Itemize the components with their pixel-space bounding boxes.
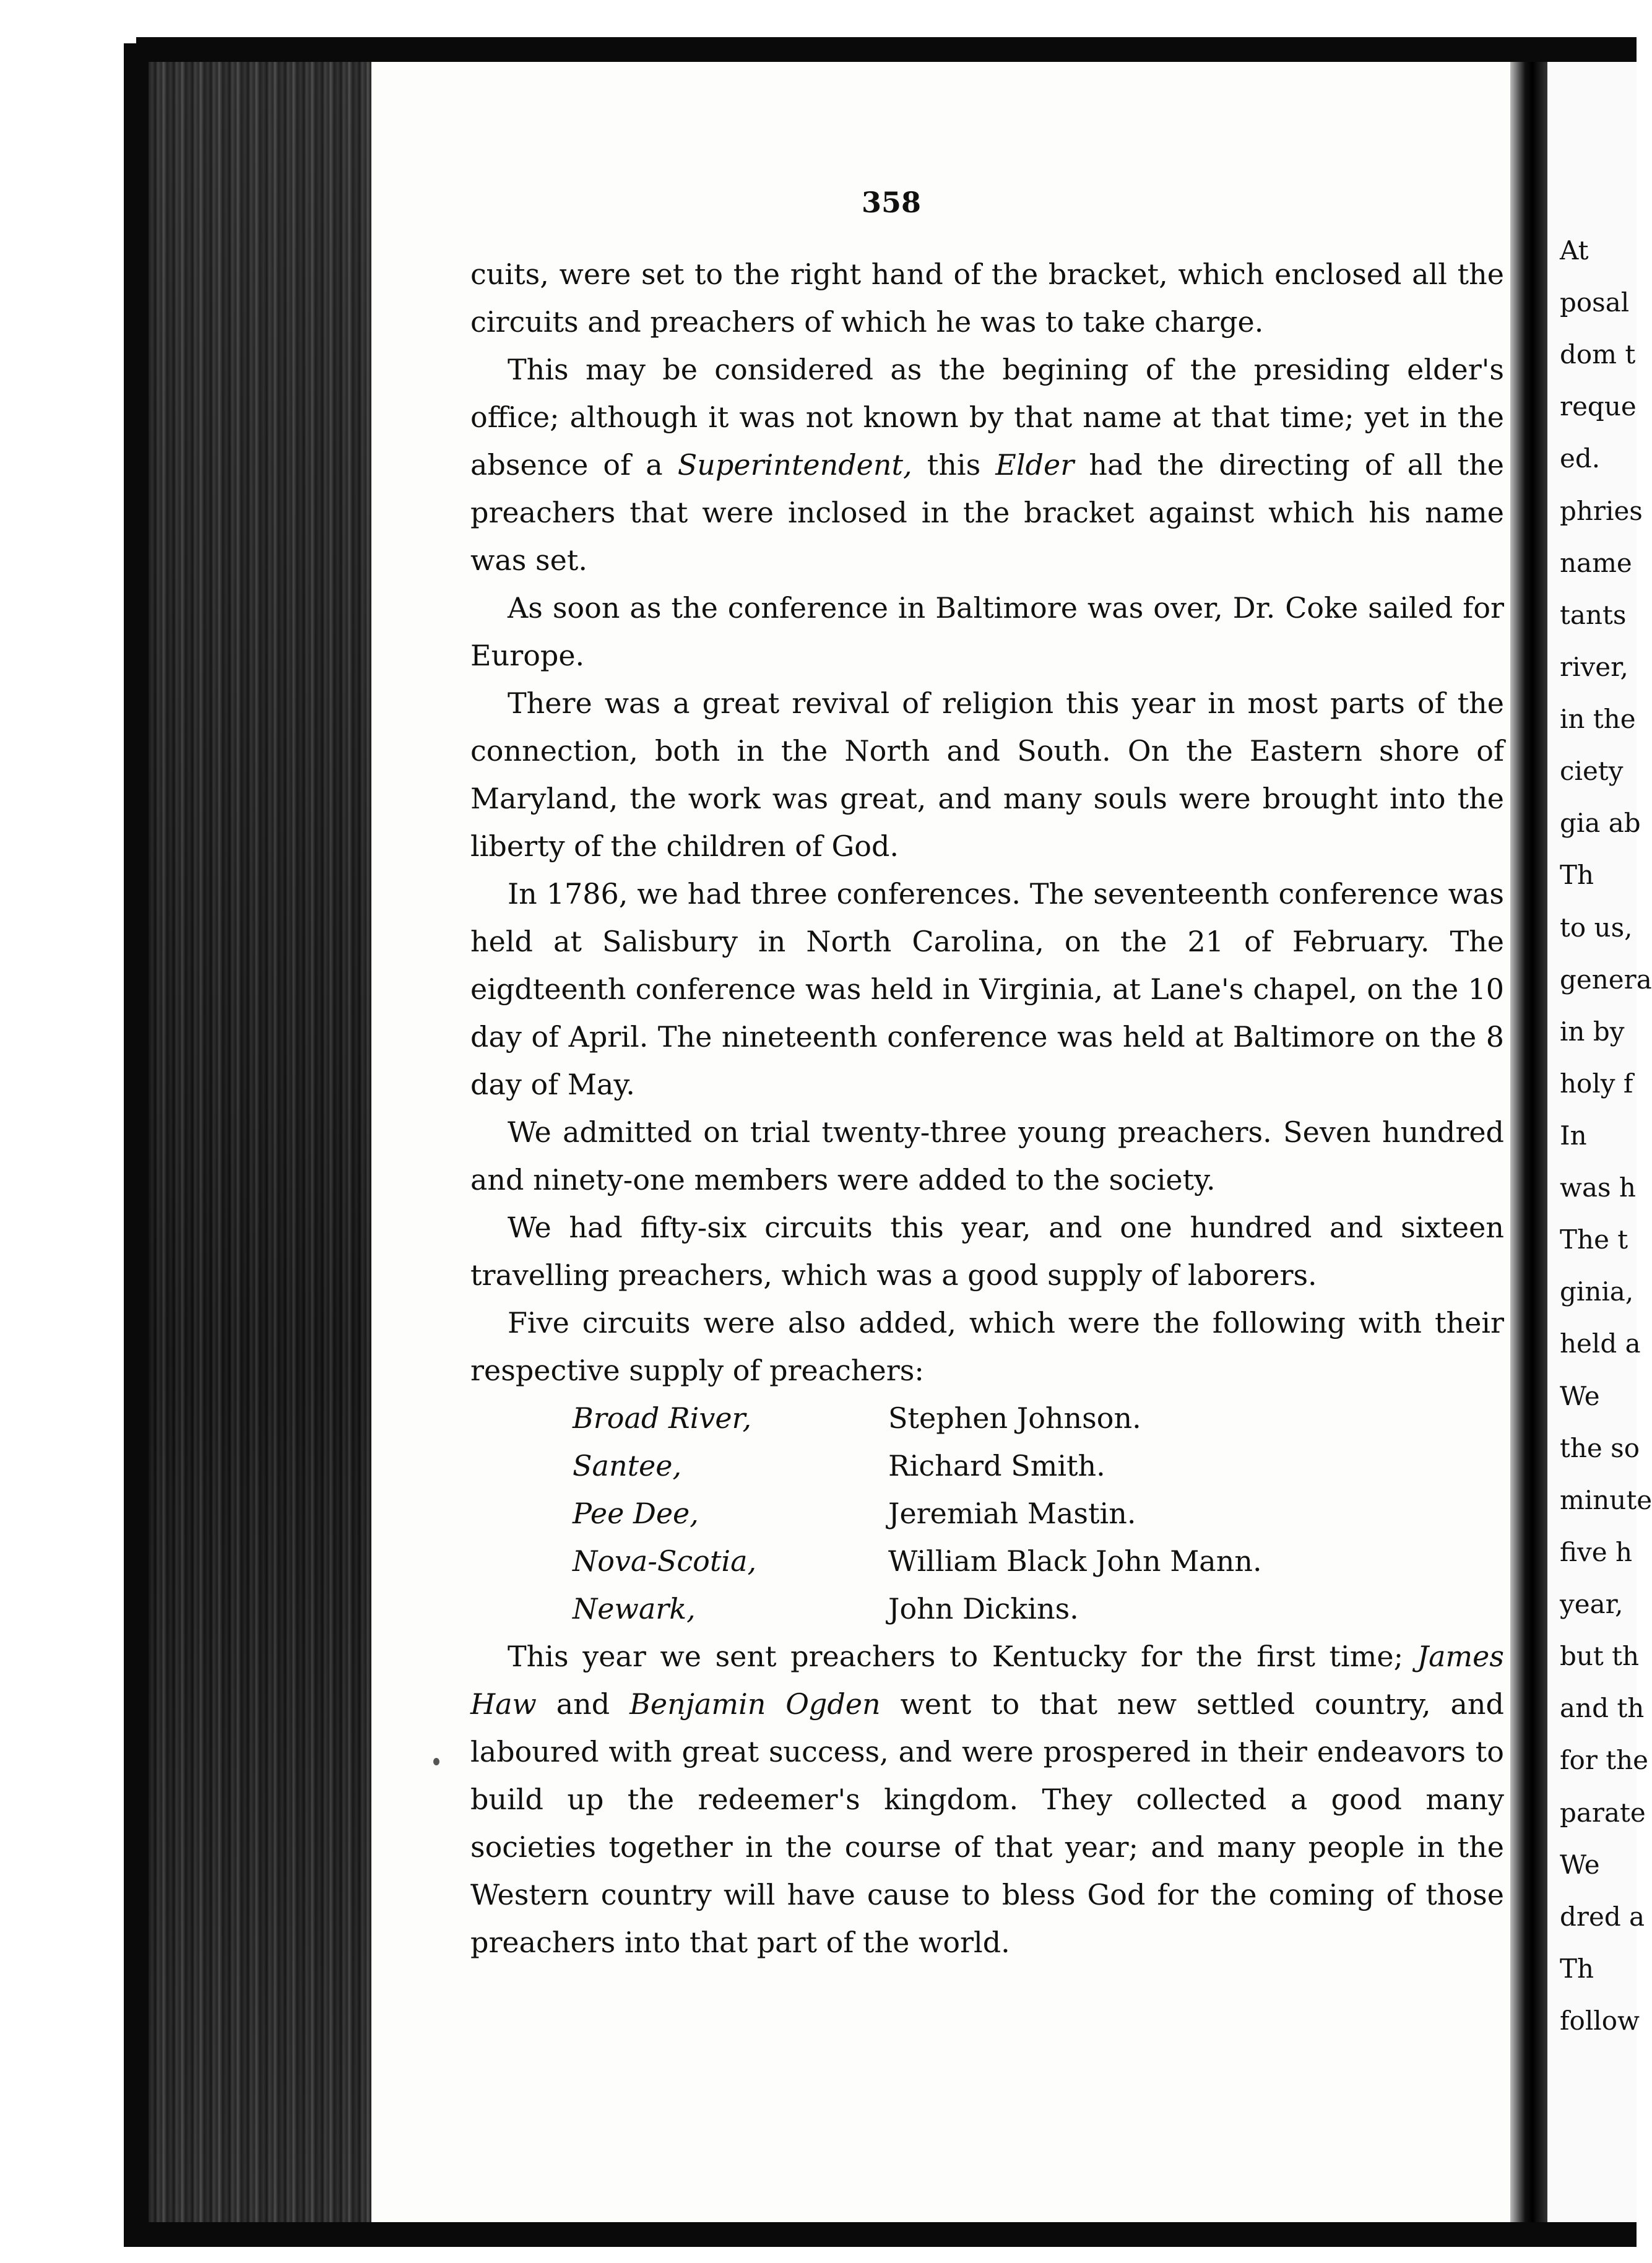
paragraph: This may be considered as the begining of the presiding elder's office; although it was not known by that name at that time; yet in the absence of a Superintendent, this Elder had the directing of all the preachers that were inclosed in the bracket against which his name was set. <box>470 353 1504 577</box>
page-body <box>470 251 1504 1967</box>
facing-page-fragment: dom t <box>1560 339 1636 370</box>
circuit-row <box>573 1490 1504 1538</box>
circuit-preacher: Jeremiah Mastin. <box>888 1497 1136 1530</box>
facing-page-fragment: posal <box>1560 287 1630 318</box>
facing-page-fragment: In <box>1560 1120 1587 1151</box>
facing-page-fragment: name <box>1560 547 1632 578</box>
facing-page-fragment: We <box>1560 1380 1600 1411</box>
facing-page-fragment: and th <box>1560 1693 1645 1724</box>
facing-page-fragment: gia ab <box>1560 808 1641 839</box>
circuit-row <box>573 1442 1504 1490</box>
circuit-row <box>573 1585 1504 1633</box>
paragraph: This year we sent preachers to Kentucky for the first time; James Haw and Benjamin Ogden went to that new settled country, and laboured with great success, and were prospered in their endeavors to build up the redeemer's kingdom. They collected a good many societies together in the course of that year; and many people in the Western country will have cause to bless God for the coming of those preachers into that part of the world. <box>470 1640 1505 1959</box>
facing-page-fragment: tants <box>1560 599 1627 630</box>
facing-page-fragment: ed. <box>1560 443 1601 474</box>
facing-page-fragment: in by <box>1560 1016 1625 1047</box>
ink-speck <box>433 1758 439 1765</box>
facing-page-fragment: minute <box>1560 1484 1652 1515</box>
circuit-row <box>573 1395 1504 1442</box>
circuit-name: Newark, <box>573 1592 696 1625</box>
circuit-preacher: John Dickins. <box>888 1592 1079 1625</box>
circuit-preacher: Richard Smith. <box>888 1449 1105 1482</box>
facing-page-fragment: in the <box>1560 704 1636 735</box>
paragraph: We admitted on trial twenty-three young preachers. Seven hundred and ninety-one members were added to the society. <box>470 1115 1504 1196</box>
facing-page-fragment: the so <box>1560 1432 1640 1463</box>
circuit-name: Pee Dee, <box>573 1497 699 1530</box>
facing-page-fragment: year, <box>1560 1589 1624 1620</box>
paragraph: In 1786, we had three conferences. The seventeenth conference was held at Salisbury in North Carolina, on the 21 of February. The eigdteenth conference was held in Virginia, at Lane's chapel, on the 10 day of April. The nineteenth conference was held at Baltimore on the 8 day of May. <box>470 877 1504 1101</box>
circuit-name: Broad River, <box>573 1401 752 1435</box>
superintendent-term: Superintendent, <box>677 448 912 482</box>
facing-page-fragment: We <box>1560 1849 1600 1880</box>
facing-page-fragment: was h <box>1560 1172 1636 1203</box>
facing-page-fragment: for the <box>1560 1745 1649 1776</box>
facing-page-fragment: river, <box>1560 651 1628 682</box>
person-name: Benjamin Ogden <box>629 1687 881 1721</box>
facing-page-fragment: ginia, <box>1560 1276 1634 1307</box>
scan-border-left <box>124 43 149 2247</box>
facing-page-fragment: Th <box>1560 860 1594 891</box>
facing-page-fragment: held a <box>1560 1328 1641 1359</box>
circuit-name: Nova-Scotia, <box>573 1544 757 1578</box>
paragraph: There was a great revival of religion this year in most parts of the connection, both in the North and South. On the Eastern shore of Maryland, the work was great, and many souls were brought into the liberty of the children of God. <box>470 686 1504 863</box>
facing-page-fragment: parate <box>1560 1797 1646 1828</box>
circuit-row <box>573 1538 1504 1585</box>
facing-page-fragment: but th <box>1560 1641 1640 1672</box>
facing-page-fragment: At <box>1560 235 1589 266</box>
scan-border-bottom <box>149 2222 1637 2247</box>
book-gutter <box>1510 62 1547 2222</box>
circuit-list <box>573 1395 1504 1633</box>
page-number: 358 <box>861 186 922 219</box>
facing-page-fragment: holy f <box>1560 1068 1633 1099</box>
facing-page-fragment: follow <box>1560 2006 1640 2036</box>
circuit-name: Santee, <box>573 1449 682 1482</box>
elder-term: Elder <box>995 448 1075 482</box>
circuit-preacher: Stephen Johnson. <box>888 1401 1141 1435</box>
facing-page-fragment: genera <box>1560 964 1652 995</box>
facing-page-fragment: dred a <box>1560 1901 1645 1932</box>
facing-page-fragment: phries <box>1560 495 1643 526</box>
paragraph: cuits, were set to the right hand of the bracket, which enclosed all the circuits and preachers of which he was to take charge. <box>470 257 1504 339</box>
facing-page-fragment: The t <box>1560 1224 1628 1255</box>
facing-page-fragment: reque <box>1560 391 1637 422</box>
facing-page-fragment: ciety <box>1560 756 1624 787</box>
book-fore-edge <box>149 62 371 2222</box>
facing-page-fragment: Th <box>1560 1953 1594 1984</box>
person-name: James Haw <box>470 1640 1504 1721</box>
paragraph: Five circuits were also added, which were the following with their respective supply of preachers: <box>470 1306 1504 1387</box>
paragraph: We had fifty-six circuits this year, and one hundred and sixteen travelling preachers, which was a good supply of laborers. <box>470 1211 1504 1292</box>
scan-border-top <box>136 37 1637 62</box>
facing-page-fragment: to us, <box>1560 912 1633 943</box>
circuit-preacher: William Black John Mann. <box>888 1544 1262 1578</box>
paragraph: As soon as the conference in Baltimore was over, Dr. Coke sailed for Europe. <box>470 591 1504 672</box>
facing-page-fragment: five h <box>1560 1536 1632 1567</box>
